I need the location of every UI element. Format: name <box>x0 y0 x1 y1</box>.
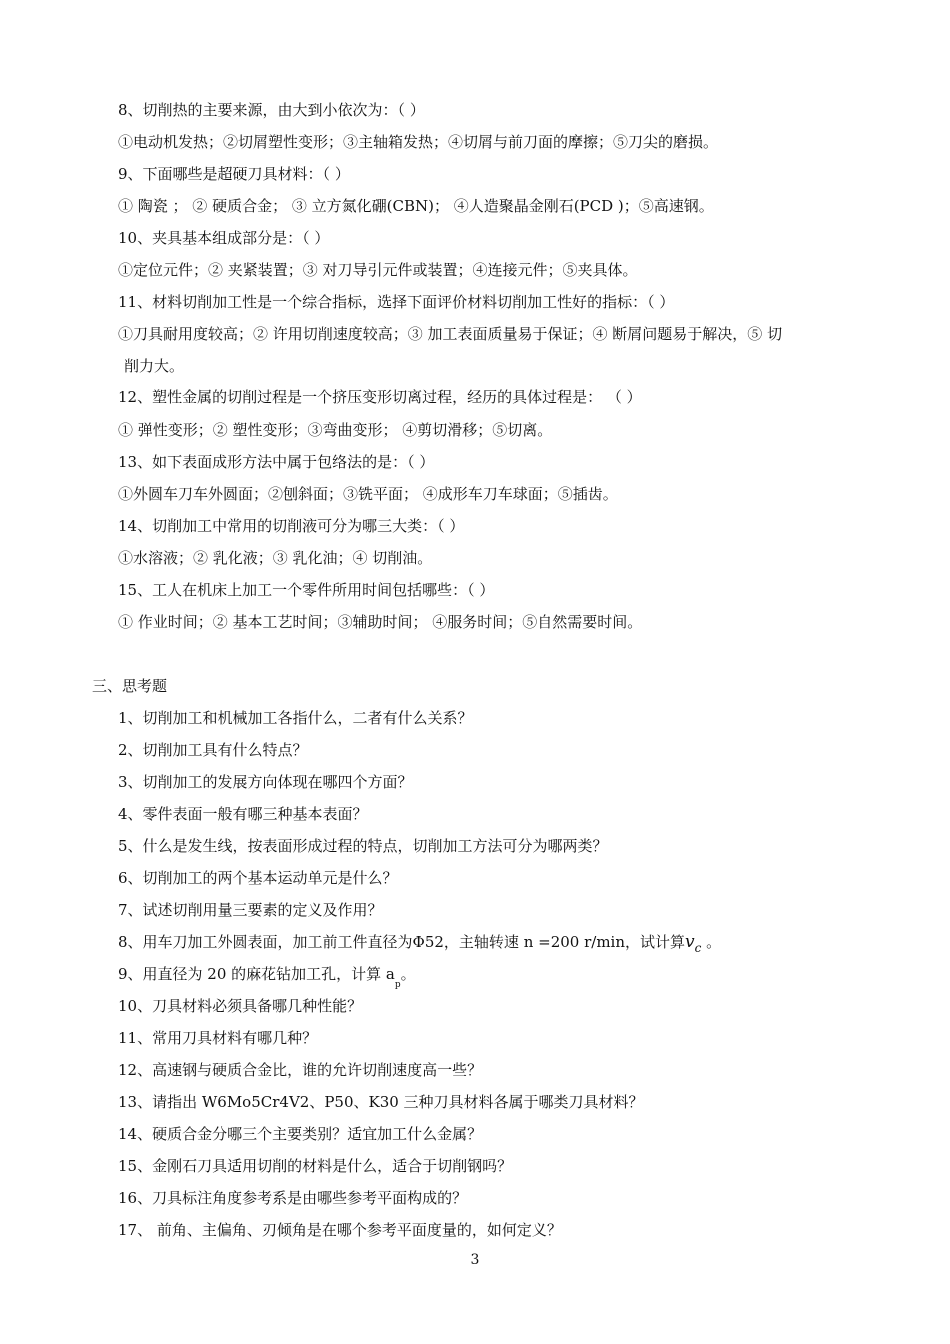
question-9: 9、下面哪些是超硬刀具材料：（ ） <box>118 165 350 183</box>
think-question-1: 1、切削加工和机械加工各指什么，二者有什么关系？ <box>118 709 473 727</box>
options-11: ①刀具耐用度较高；② 许用切削速度较高；③ 加工表面质量易于保证；④ 断屑问题易于解决，⑤ 切 <box>118 325 783 343</box>
think-question-3: 3、切削加工的发展方向体现在哪四个方面？ <box>118 773 413 791</box>
question-10: 10、夹具基本组成部分是：（ ） <box>118 229 330 247</box>
question-14: 14、切削加工中常用的切削液可分为哪三大类：（ ） <box>118 517 465 535</box>
think-question-17: 17、 前角、主偏角、刃倾角是在哪个参考平面度量的，如何定义？ <box>118 1221 562 1239</box>
think-question-9-text: 9、用直径为 20 的麻花钻加工孔，计算 a <box>118 965 395 983</box>
options-8: ①电动机发热；②切屑塑性变形；③主轴箱发热；④切屑与前刀面的摩擦；⑤刀尖的磨损。 <box>118 133 719 151</box>
ap-subscript: p <box>394 980 401 990</box>
question-11: 11、材料切削加工性是一个综合指标，选择下面评价材料切削加工性好的指标：（ ） <box>118 293 675 311</box>
question-13: 13、如下表面成形方法中属于包络法的是：（ ） <box>118 453 435 471</box>
options-11-continued: 削力大。 <box>124 357 185 375</box>
options-13: ①外圆车刀车外圆面；②刨斜面；③铣平面； ④成形车刀车球面；⑤插齿。 <box>118 485 618 503</box>
question-12: 12、塑性金属的切削过程是一个挤压变形切离过程，经历的具体过程是： （ ） <box>118 388 642 406</box>
think-question-10: 10、刀具材料必须具备哪几种性能？ <box>118 997 363 1015</box>
think-question-15: 15、金刚石刀具适用切削的材料是什么，适合于切削钢吗？ <box>118 1157 513 1175</box>
think-question-11: 11、常用刀具材料有哪几种？ <box>118 1029 318 1047</box>
think-question-6: 6、切削加工的两个基本运动单元是什么？ <box>118 869 398 887</box>
think-question-8-text: 8、用车刀加工外圆表面，加工前工件直径为Φ52，主轴转速 n =200 r/min，试计算 <box>118 933 686 951</box>
options-10: ①定位元件；② 夹紧装置；③ 对刀导引元件或装置；④连接元件；⑤夹具体。 <box>118 261 638 279</box>
think-question-5: 5、什么是发生线，按表面形成过程的特点，切削加工方法可分为哪两类？ <box>118 837 608 855</box>
options-9: ① 陶瓷 ； ② 硬质合金； ③ 立方氮化硼(CBN)； ④人造聚晶金刚石(PCD )；⑤高速钢。 <box>118 197 714 215</box>
think-question-7: 7、试述切削用量三要素的定义及作用？ <box>118 901 383 919</box>
velocity-symbol: $v_c$ <box>685 932 702 955</box>
options-12: ① 弹性变形；② 塑性变形；③弯曲变形； ④剪切滑移；⑤切离。 <box>118 421 553 439</box>
options-15: ① 作业时间；② 基本工艺时间；③辅助时间； ④服务时间；⑤自然需要时间。 <box>118 613 643 631</box>
think-question-16: 16、刀具标注角度参考系是由哪些参考平面构成的？ <box>118 1189 468 1207</box>
page-number: 3 <box>470 1252 480 1268</box>
think-question-12: 12、高速钢与硬质合金比，谁的允许切削速度高一些？ <box>118 1061 483 1079</box>
options-14: ①水溶液；② 乳化液；③ 乳化油；④ 切削油。 <box>118 549 433 567</box>
think-question-4: 4、零件表面一般有哪三种基本表面？ <box>118 805 368 823</box>
section-heading: 三、思考题 <box>92 677 168 695</box>
think-question-9: 9、用直径为 20 的麻花钻加工孔，计算 $a_p$。 <box>118 965 416 990</box>
question-15: 15、工人在机床上加工一个零件所用时间包括哪些：（ ） <box>118 581 495 599</box>
think-question-2: 2、切削加工具有什么特点？ <box>118 741 308 759</box>
think-question-13: 13、请指出 W6Mo5Cr4V2、P50、K30 三种刀具材料各属于哪类刀具材料？ <box>118 1093 644 1111</box>
think-question-8: 8、用车刀加工外圆表面，加工前工件直径为Φ52，主轴转速 n =200 r/min，试计算$v_c$ 。 <box>118 932 722 955</box>
question-8: 8、切削热的主要来源，由大到小依次为：（ ） <box>118 101 425 119</box>
think-question-14: 14、硬质合金分哪三个主要类别？适宜加工什么金属？ <box>118 1125 483 1143</box>
